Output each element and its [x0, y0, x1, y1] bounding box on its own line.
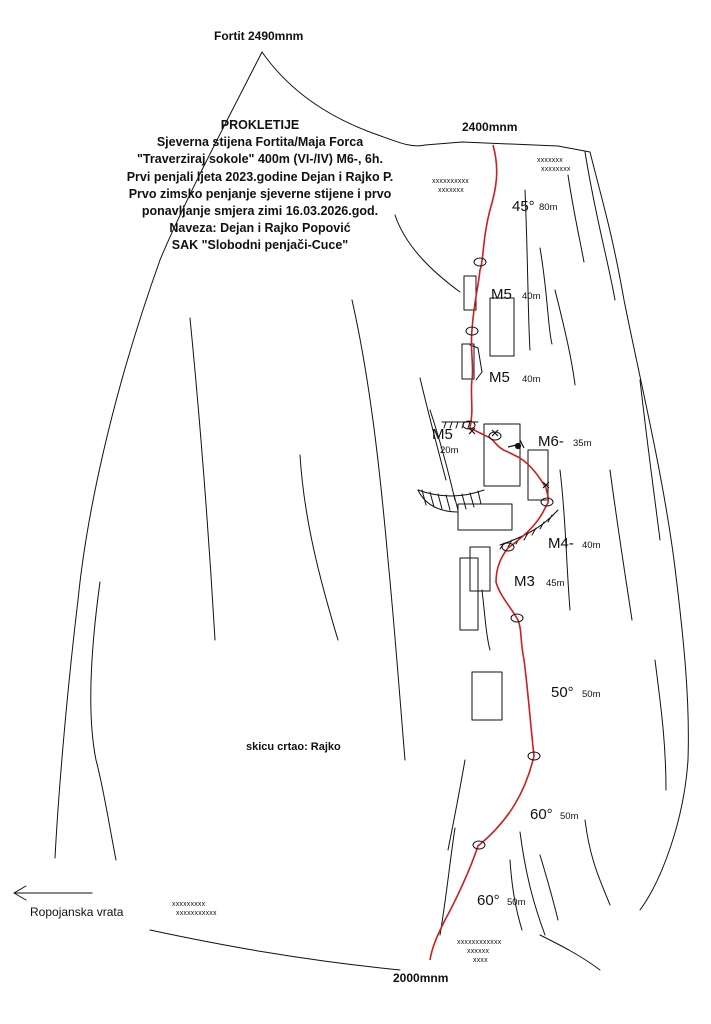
- pitch-grade: 50°: [551, 684, 574, 701]
- crack-line: [352, 300, 405, 760]
- crack-line: [585, 820, 610, 905]
- rock-block: [472, 672, 502, 720]
- crack-line: [448, 760, 465, 850]
- pitch-grade: 60°: [477, 892, 500, 909]
- top-elevation-label: 2400mnm: [462, 120, 518, 134]
- crack-line: [520, 832, 545, 935]
- pitch-grade: M5: [432, 426, 453, 443]
- crack-line: [540, 248, 552, 344]
- pitch-length: 50m: [582, 689, 601, 700]
- header-line: Naveza: Dejan i Rajko Popović: [169, 221, 351, 236]
- piton-mark: [492, 430, 498, 436]
- pitch-grade: M3: [514, 573, 535, 590]
- crack-line: [482, 590, 490, 650]
- scree-marks: xxxxxxx xxxxxxxx: [537, 157, 571, 173]
- pitch-length: 40m: [582, 540, 601, 551]
- scree-marks: xxxxxxxxxxxx xxxxxx xxxx: [457, 939, 502, 964]
- base-elevation-label: 2000mnm: [393, 971, 449, 985]
- crack-line: [440, 828, 455, 935]
- exit-label: Ropojanska vrata: [30, 905, 124, 919]
- pitch-length: 40m: [522, 374, 541, 385]
- rock-block: [470, 547, 490, 591]
- base-line: [540, 935, 600, 970]
- summit-elevation-label: Fortit 2490mnm: [214, 29, 304, 43]
- roof-hatching: [418, 490, 458, 512]
- exit-arrow: [14, 886, 92, 900]
- header-line: PROKLETIJE: [220, 118, 300, 132]
- crack-line: [91, 582, 116, 860]
- pitch-length: 40m: [522, 291, 541, 302]
- crack-line: [610, 470, 632, 620]
- rock-block: [460, 558, 478, 630]
- rock-block: [490, 298, 514, 356]
- pitch-grade: 60°: [530, 806, 553, 823]
- header-line: Prvi penjali ljeta 2023.godine Dejan i Rajko P.: [126, 169, 394, 184]
- roof-hatching: [418, 490, 484, 496]
- pitch-length: 20m: [440, 445, 459, 456]
- crack-line: [555, 290, 575, 385]
- pitch-length: 50m: [560, 811, 579, 822]
- crack-line: [510, 860, 522, 930]
- pitch-length: 80m: [539, 202, 558, 213]
- climbing-route: [430, 145, 548, 960]
- crack-line: [540, 855, 558, 920]
- sketch-credit: skicu crtao: Rajko: [246, 741, 341, 753]
- route-header: [80, 117, 440, 255]
- crack-line: [585, 152, 615, 300]
- crack-line: [300, 455, 338, 640]
- crack-line: [190, 318, 215, 640]
- pitch-grade: M5: [491, 286, 512, 303]
- scree-marks: xxxxxxxxxx xxxxxxx: [432, 178, 469, 194]
- pitch-length: 45m: [546, 578, 565, 589]
- header-line: "Traverziraj sokole" 400m (VI-/IV) M6-, 6h.: [137, 152, 383, 167]
- header-line: Prvo zimsko penjanje sjeverne stijene i prvo: [128, 186, 392, 201]
- base-line: [150, 930, 400, 970]
- pitch-length: 50m: [507, 897, 526, 908]
- crack-line: [568, 175, 584, 262]
- header-line: Sjeverna stijena Fortita/Maja Forca: [156, 135, 364, 150]
- header-line: SAK "Slobodni penjači-Cuce": [171, 238, 349, 253]
- pitch-length: 35m: [573, 438, 592, 449]
- belay-station: [474, 258, 486, 266]
- bolt-mark: [516, 444, 521, 449]
- header-line: ponavljanje smjera zimi 16.03.2026.god.: [141, 204, 379, 219]
- pitch-grade: M6-: [538, 433, 564, 450]
- roof-hatching: [422, 490, 481, 510]
- scree-marks: xxxxxxxxx xxxxxxxxxxx: [172, 901, 217, 917]
- pitch-grade: M5: [489, 369, 510, 386]
- pitch-grade: M4-: [548, 535, 574, 552]
- crack-line: [655, 660, 666, 790]
- pitch-grade: 45°: [512, 198, 535, 215]
